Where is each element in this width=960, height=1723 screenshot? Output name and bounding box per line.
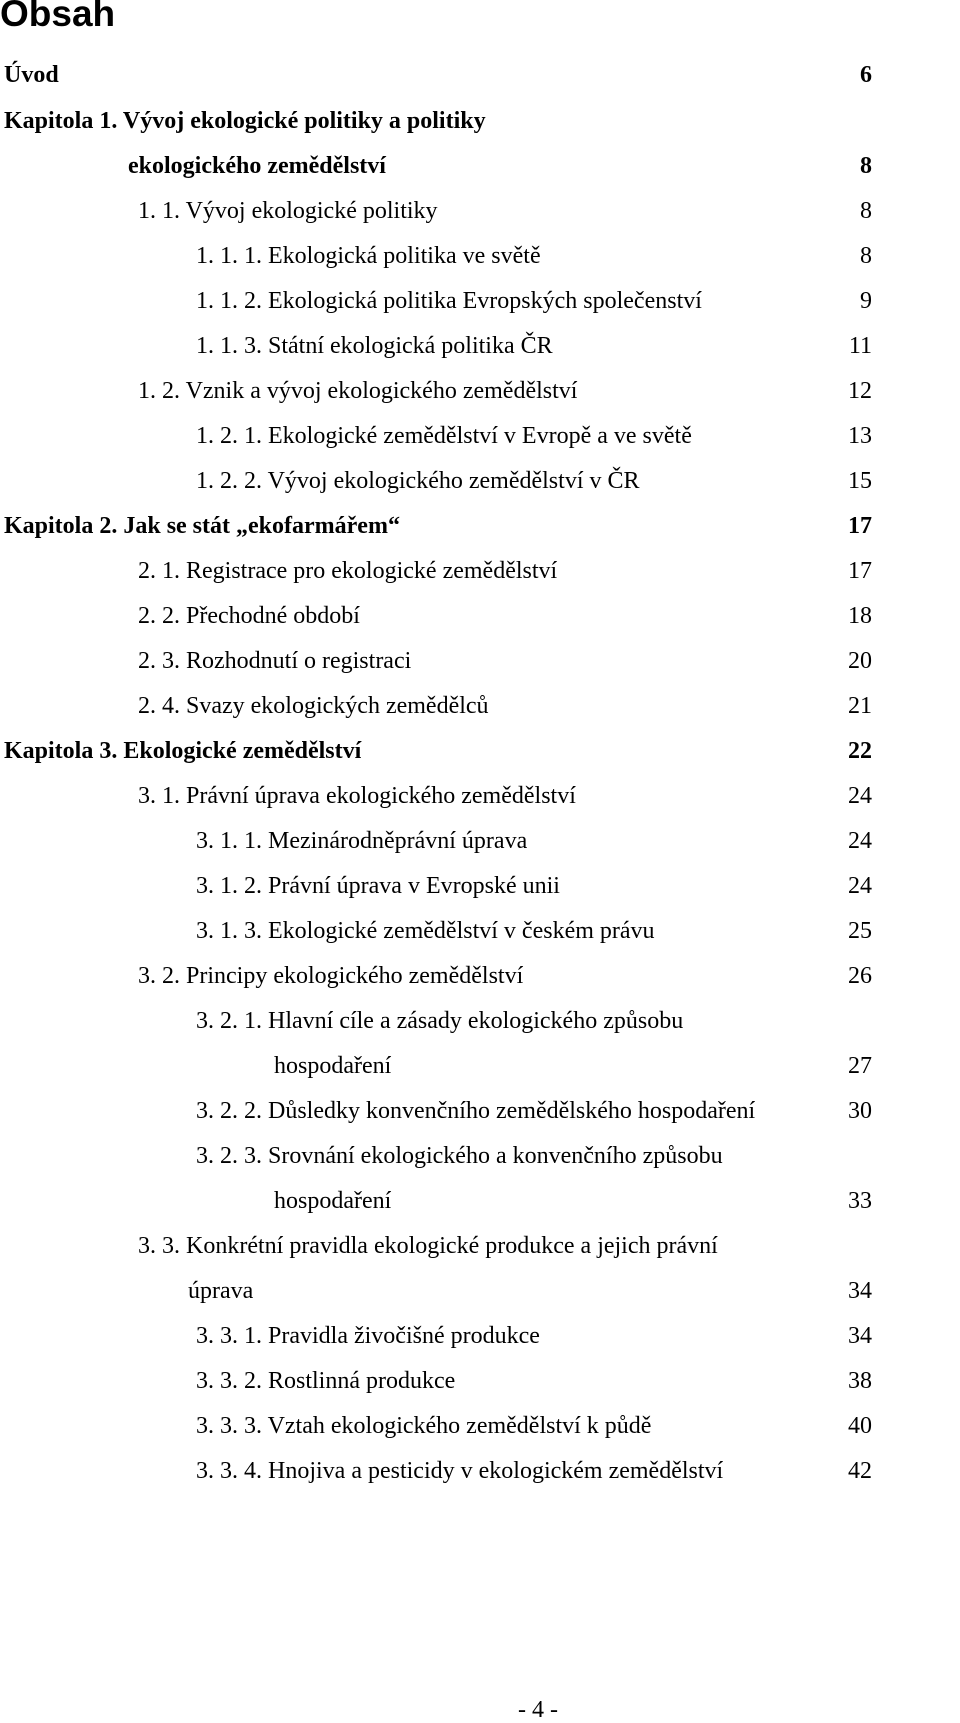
toc-page-number: 6 — [860, 62, 872, 88]
toc-entry-chapter-2[interactable]: Kapitola 2. Jak se stát „ekofarmářem“ — [4, 513, 400, 539]
toc-entry[interactable]: 2. 2. Přechodné období — [138, 603, 360, 629]
page-title: Obsah — [0, 0, 116, 34]
toc-page-number: 42 — [848, 1458, 872, 1484]
toc-entry[interactable]: 1. 1. Vývoj ekologické politiky — [138, 198, 438, 224]
toc-page-number: 30 — [848, 1098, 872, 1124]
toc-entry-cont[interactable]: hospodaření — [274, 1053, 392, 1079]
toc-entry[interactable]: 3. 3. Konkrétní pravidla ekologické produkce a jejich právní — [138, 1233, 718, 1259]
toc-entry[interactable]: 1. 1. 1. Ekologická politika ve světě — [196, 243, 541, 269]
toc-page-number: 38 — [848, 1368, 872, 1394]
toc-entry[interactable]: 1. 1. 2. Ekologická politika Evropských společenství — [196, 288, 702, 314]
toc-entry[interactable]: 2. 3. Rozhodnutí o registraci — [138, 648, 412, 674]
toc-page-number: 11 — [848, 333, 872, 359]
toc-page-number: 18 — [848, 603, 872, 629]
toc-entry[interactable]: 1. 1. 3. Státní ekologická politika ČR — [196, 333, 553, 359]
toc-page-number: 34 — [848, 1278, 872, 1304]
toc-entry-uvod[interactable]: Úvod — [4, 62, 59, 88]
toc-page-number: 33 — [848, 1188, 872, 1214]
toc-entry[interactable]: 2. 1. Registrace pro ekologické zemědělství — [138, 558, 558, 584]
toc-page-number: 17 — [848, 513, 872, 539]
toc-entry[interactable]: 3. 3. 3. Vztah ekologického zemědělství k půdě — [196, 1413, 652, 1439]
toc-entry[interactable]: 3. 3. 2. Rostlinná produkce — [196, 1368, 456, 1394]
toc-page-number: 8 — [860, 198, 872, 224]
toc-page-number: 20 — [848, 648, 872, 674]
toc-page-number: 24 — [848, 783, 872, 809]
toc-entry[interactable]: 3. 1. 2. Právní úprava v Evropské unii — [196, 873, 560, 899]
toc-page-number: 26 — [848, 963, 872, 989]
toc-page-number: 8 — [860, 243, 872, 269]
toc-page-number: 13 — [848, 423, 872, 449]
toc-entry[interactable]: 1. 2. 1. Ekologické zemědělství v Evropě a ve světě — [196, 423, 692, 449]
toc-page-number: 15 — [848, 468, 872, 494]
toc-page-number: 21 — [848, 693, 872, 719]
toc-page-number: 24 — [848, 873, 872, 899]
toc-entry[interactable]: 3. 2. 1. Hlavní cíle a zásady ekologického způsobu — [196, 1008, 684, 1034]
toc-page-number: 8 — [860, 153, 872, 179]
toc-entry[interactable]: 3. 3. 1. Pravidla živočišné produkce — [196, 1323, 540, 1349]
toc-page-number: 34 — [848, 1323, 872, 1349]
toc-page-number: 17 — [848, 558, 872, 584]
toc-entry-cont[interactable]: úprava — [188, 1278, 254, 1304]
toc-page-number: 25 — [848, 918, 872, 944]
toc-entry-chapter-1[interactable]: Kapitola 1. Vývoj ekologické politiky a politiky — [4, 108, 486, 134]
toc-entry-chapter-1-cont[interactable]: ekologického zemědělství — [128, 153, 386, 179]
toc-page-number: 27 — [848, 1053, 872, 1079]
toc-entry[interactable]: 3. 2. Principy ekologického zemědělství — [138, 963, 524, 989]
toc-entry[interactable]: 2. 4. Svazy ekologických zemědělců — [138, 693, 489, 719]
toc-entry[interactable]: 3. 2. 3. Srovnání ekologického a konvenčního způsobu — [196, 1143, 723, 1169]
toc-page-number: 9 — [860, 288, 872, 314]
toc-page-number: 24 — [848, 828, 872, 854]
toc-page-number: 40 — [848, 1413, 872, 1439]
toc-entry[interactable]: 3. 3. 4. Hnojiva a pesticidy v ekologickém zemědělství — [196, 1458, 724, 1484]
page-number-footer: - 4 - — [518, 1697, 558, 1723]
toc-entry[interactable]: 1. 2. 2. Vývoj ekologického zemědělství v ČR — [196, 468, 640, 494]
toc-page-number: 22 — [848, 738, 872, 764]
toc-entry[interactable]: 3. 2. 2. Důsledky konvenčního zemědělského hospodaření — [196, 1098, 756, 1124]
toc-page-number: 12 — [848, 378, 872, 404]
toc-entry-chapter-3[interactable]: Kapitola 3. Ekologické zemědělství — [4, 738, 362, 764]
toc-entry[interactable]: 3. 1. Právní úprava ekologického zemědělství — [138, 783, 576, 809]
toc-entry[interactable]: 3. 1. 1. Mezinárodněprávní úprava — [196, 828, 528, 854]
toc-entry[interactable]: 1. 2. Vznik a vývoj ekologického zemědělství — [138, 378, 578, 404]
toc-entry-cont[interactable]: hospodaření — [274, 1188, 392, 1214]
toc-entry[interactable]: 3. 1. 3. Ekologické zemědělství v českém právu — [196, 918, 655, 944]
